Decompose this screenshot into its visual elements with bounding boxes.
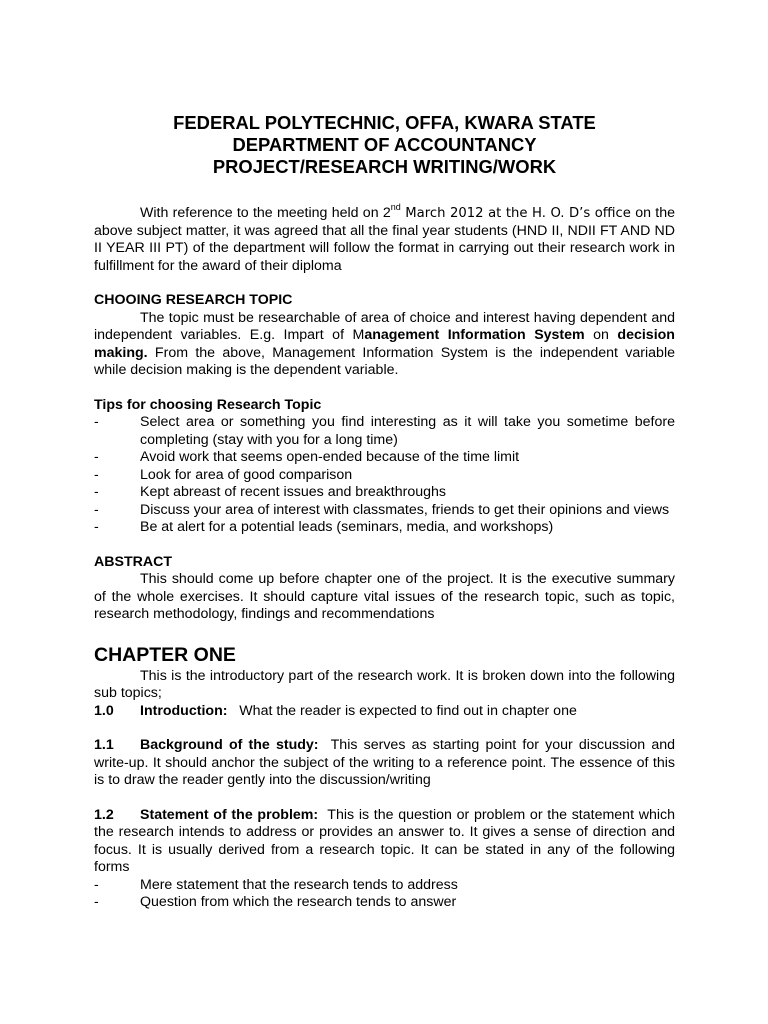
section-1-0	[94, 703, 675, 721]
list-item-text: Avoid work that seems open-ended because of the time limit	[140, 449, 520, 465]
choosing-text1: The topic must be researchable of area of choice and interest having dependent and independent variables. E.g. Impart of M	[94, 309, 675, 343]
list-item	[94, 467, 675, 485]
list-item	[94, 894, 675, 912]
chapter-one-heading: CHAPTER ONE	[94, 643, 236, 666]
list-item-text: Discuss your area of interest with classmates, friends to get their opinions and views	[140, 501, 670, 518]
choosing-text3: From the above, Management Information System is the independent variable while decision making is the dependent variable.	[94, 344, 675, 378]
list-dash: -	[94, 449, 99, 465]
section-number: 1.0	[94, 702, 114, 719]
chapter-one-intro: This is the introductory part of the research work. It is broken down into the following sub topics;	[94, 667, 675, 701]
section-text: This is the question or problem or the statement which the research intends to address or provides an answer to. It gives a sense of direction and focus. It is usually derived from a research topic. It can be stated in any of the following forms	[94, 806, 679, 875]
list-dash: -	[94, 876, 99, 893]
list-dash: -	[94, 484, 99, 500]
abstract-heading: ABSTRACT	[94, 553, 173, 570]
intro-paragraph	[94, 202, 675, 275]
title-institution: FEDERAL POLYTECHNIC, OFFA, KWARA STATE	[173, 112, 596, 133]
choosing-heading: CHOOING RESEARCH TOPIC	[94, 292, 293, 308]
section-text: This serves as starting point for your discussion and write-up. It should anchor the subject of the writing to a reference point. The essence of this is to draw the reader gently into the discussion/writing	[94, 737, 679, 788]
section-1-1	[94, 737, 679, 790]
section-label: Statement of the problem:	[140, 806, 319, 823]
title-subject: PROJECT/RESEARCH WRITING/WORK	[212, 156, 557, 177]
section-number: 1.1	[94, 737, 114, 753]
section-label: Introduction:	[140, 702, 228, 719]
list-item-text: Question from which the research tends to answer	[140, 894, 457, 910]
document-content	[94, 112, 679, 912]
list-dash: -	[94, 466, 99, 483]
list-dash: -	[94, 519, 99, 535]
intro-superscript: nd	[390, 202, 401, 213]
title-department: DEPARTMENT OF ACCOUNTANCY	[232, 134, 537, 155]
choosing-text2: on	[584, 327, 618, 343]
list-item	[94, 484, 675, 502]
choosing-bold2: decision making.	[94, 327, 675, 361]
intro-part1: With reference to the meeting held on 2	[140, 205, 391, 221]
intro-part3: on the above subject matter, it was agreed that all the final year students (HND II, NDII FT AND ND II YEAR III PT) of the department will follow the format in carrying out their research work in fulfillment for the award of their diploma	[94, 205, 675, 274]
list-item-text: Mere statement that the research tends to address	[140, 876, 458, 893]
tips-heading: Tips for choosing Research Topic	[94, 396, 322, 413]
list-item	[94, 502, 675, 520]
list-item	[94, 877, 675, 895]
list-dash: -	[94, 414, 99, 430]
list-dash: -	[94, 894, 99, 910]
intro-part2: March 2012 at the H. O. D’s office	[400, 206, 631, 221]
list-item-text: Look for area of good comparison	[140, 466, 353, 483]
list-item-text: Kept abreast of recent issues and breakthroughs	[140, 484, 447, 500]
list-item	[94, 449, 675, 467]
list-item-text: Be at alert for a potential leads (seminars, media, and workshops)	[140, 519, 554, 535]
abstract-paragraph: This should come up before chapter one of the project. It is the executive summary of the whole exercises. It should capture vital issues of the research topic, such as topic, research methodology, findings and recommendations	[94, 571, 675, 622]
choosing-bold1: anagement Information System	[364, 327, 585, 343]
list-item-text: Select area or something you find interesting as it will take you sometime before completing (stay with you for a long time)	[140, 414, 675, 448]
title-block	[94, 112, 675, 178]
section-label: Background of the study:	[140, 737, 319, 753]
forms-list	[94, 877, 675, 912]
section-text: What the reader is expected to find out in chapter one	[227, 702, 577, 719]
list-item	[94, 414, 675, 449]
choosing-paragraph	[94, 310, 675, 380]
section-number: 1.2	[94, 806, 114, 823]
list-item	[94, 519, 675, 537]
list-dash: -	[94, 501, 99, 518]
section-1-2	[94, 806, 679, 877]
tips-list	[94, 414, 675, 537]
